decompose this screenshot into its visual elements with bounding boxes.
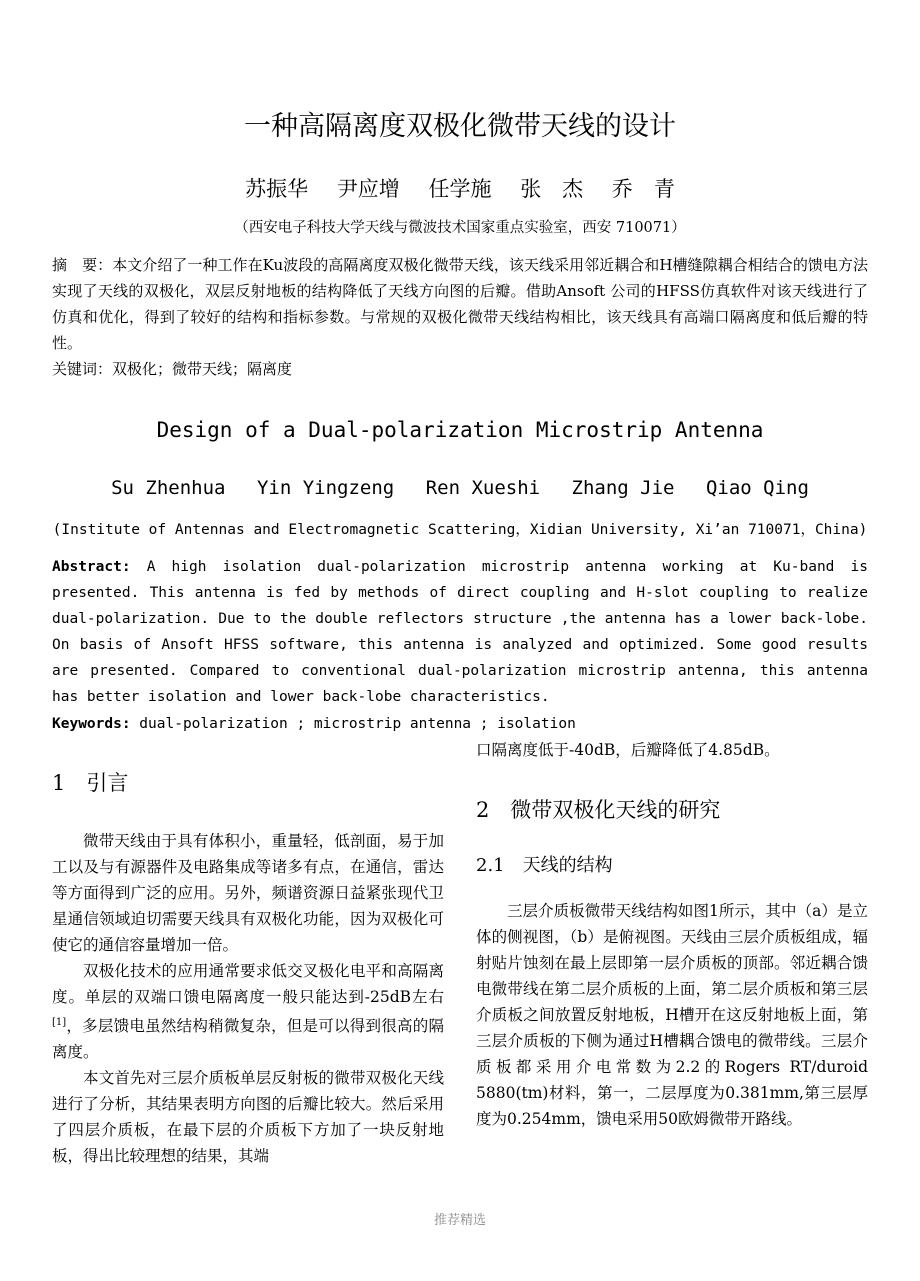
abstract-en xyxy=(52,554,868,710)
keywords-en-text: dual-polarization ; microstrip antenna ; isolation xyxy=(130,716,576,732)
keywords-en xyxy=(52,711,868,737)
author-cn: 张 杰 xyxy=(520,177,584,201)
page-footer: 推荐精选 xyxy=(433,1213,486,1228)
author-cn: 任学施 xyxy=(428,177,492,201)
author-en: Ren Xueshi xyxy=(425,477,541,499)
keywords-en-label: Keywords: xyxy=(52,716,131,732)
abstract-cn xyxy=(52,252,868,356)
keywords-cn xyxy=(52,356,868,382)
author-en: Zhang Jie xyxy=(571,477,675,499)
keywords-cn-label: 关键词： xyxy=(52,360,113,378)
affiliation-en: (Institute of Antennas and Electromagnetic Scattering，Xidian University, Xi’an 710071，China) xyxy=(52,522,868,538)
section-1-paragraph-1: 微带天线由于具有体积小，重量轻，低剖面，易于加工以及与有源器件及电路集成等诸多有点，在通信，雷达等方面得到广泛的应用。另外，频谱资源日益紧张现代卫星通信领域迫切需要天线具有双极化功能，因为双极化可使它的通信容量增加一倍。 xyxy=(52,832,444,954)
section-2-heading: 2 微带双极化天线的研究 xyxy=(476,798,721,822)
author-cn: 尹应增 xyxy=(336,177,400,201)
abstract-cn-label: 摘 要： xyxy=(52,256,113,274)
section-1-paragraph-3: 本文首先对三层介质板单层反射板的微带双极化天线进行了分析，其结果表明方向图的后瓣比较大。然后采用了四层介质板，在最下层的介质板下方加了一块反射地板，得出比较理想的结果，其端 xyxy=(52,1069,444,1166)
section-2-1-paragraph-1: 三层介质板微带天线结构如图1所示，其中（a）是立体的侧视图，（b）是俯视图。天线由三层介质板组成，辐射贴片蚀刻在最上层即第一层介质板的顶部。邻近耦合馈电微带线在第二层介质板的上面，第二层介质板和第三层介质板之间放置反射地板，H槽开在这反射地板上面，第三层介质板的下侧为通过H槽耦合馈电的微带线。三层介质板都采用介电常数为2.2的Rogers RT/duroid 5880(tm)材料，第一，二层厚度为0.381mm,第三层厚度为0.254mm，馈电采用50欧姆微带开路线。 xyxy=(476,902,868,1128)
author-en: Su Zhenhua xyxy=(111,477,226,499)
paper-title-en: Design of a Dual-polarization Microstrip Antenna xyxy=(156,418,764,442)
section-1-body xyxy=(52,828,444,1169)
affiliation-cn: （西安电子科技大学天线与微波技术国家重点实验室，西安 710071） xyxy=(234,220,686,236)
citation-ref: [1] xyxy=(52,1017,67,1028)
author-cn: 苏振华 xyxy=(245,177,309,201)
author-en: Qiao Qing xyxy=(705,477,809,499)
section-1-heading: 1 引言 xyxy=(52,771,129,795)
section-1-paragraph-2 xyxy=(52,958,444,1065)
abstract-en-label: Abstract: xyxy=(52,559,131,575)
abstract-en-text: A high isolation dual-polarization microstrip antenna working at Ku-band is presented. This antenna is fed by methods of direct coupling and H-slot coupling to realize dual-polarization. Due to the double reflectors structure ,the antenna has a lower back-lobe. On basis of Ansoft HFSS software, this antenna is analyzed and optimized. Some good results are presented. Compared to conventional dual-polarization microstrip antenna, this antenna has better isolation and lower back-lobe characteristics. xyxy=(52,559,868,705)
paragraph-2-text-b: ，多层馈电虽然结构稍微复杂，但是可以得到很高的隔离度。 xyxy=(52,1017,444,1062)
author-en: Yin Yingzeng xyxy=(256,477,395,499)
paper-title-cn: 一种高隔离度双极化微带天线的设计 xyxy=(244,111,676,142)
abstract-cn-text: 本文介绍了一种工作在Ku波段的高隔离度双极化微带天线，该天线采用邻近耦合和H槽缝隙耦合相结合的馈电方法实现了天线的双极化，双层反射地板的结构降低了天线方向图的后瓣。借助Ansoft 公司的HFSS仿真软件对该天线进行了仿真和优化，得到了较好的结构和指标参数。与常规的双极化微带天线结构相比，该天线具有高端口隔离度和低后瓣的特性。 xyxy=(52,256,868,352)
authors-en xyxy=(0,477,920,499)
continuation-text: 口隔离度低于-40dB，后瓣降低了4.85dB。 xyxy=(476,741,780,759)
author-cn: 乔 青 xyxy=(611,177,675,201)
paragraph-2-text-a: 双极化技术的应用通常要求低交叉极化电平和高隔离度。单层的双端口馈电隔离度一般只能达到-25dB左右 xyxy=(52,962,444,1006)
section-2-1-body xyxy=(476,898,868,1132)
keywords-cn-text: 双极化；微带天线；隔离度 xyxy=(112,360,293,378)
section-2-1-heading: 2.1 天线的结构 xyxy=(476,855,613,876)
authors-cn xyxy=(0,173,920,203)
